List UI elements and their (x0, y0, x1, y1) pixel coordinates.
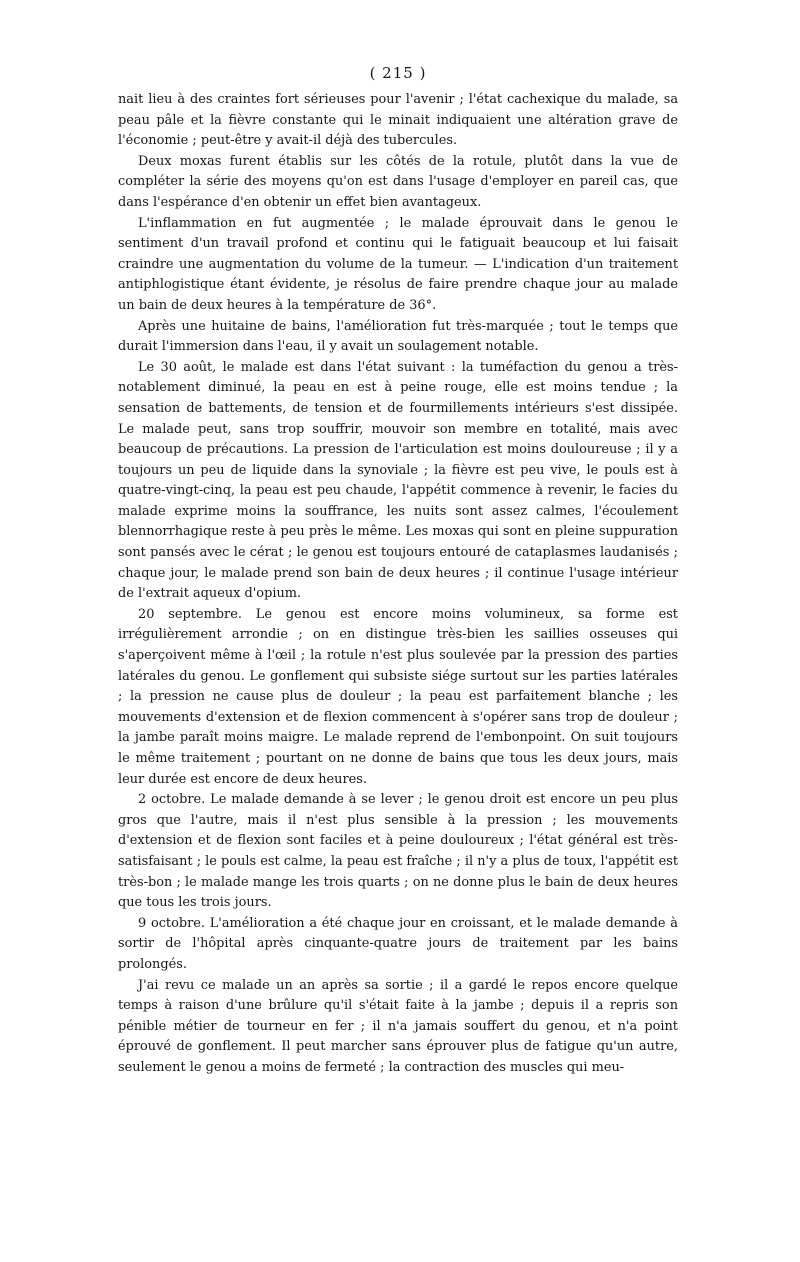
paragraph-9-octobre: 9 octobre. L'amélioration a été chaque jour en croissant, et le malade demande à sortir de l'hôpital après cinquante-quatre jours de traitement par les bains prolongés. (118, 915, 678, 972)
paragraph-2-octobre: 2 octobre. Le malade demande à se lever ; le genou droit est encore un peu plus gros que l'autre, mais il n'est plus sensible à la pression ; les mouvements d'extension et de flexion sont faciles et à peine douloureux ; l'état général est très-satisfaisant ; le pouls est calme, la peau est fraîche ; il n'y a plus de toux, l'appétit est très-bon ; le malade mange les trois quarts ; on ne donne plus le bain de deux heures que tous les trois jours. (118, 792, 678, 911)
page-number: ( 215 ) (369, 64, 427, 82)
paragraph-inflammation: L'inflammation en fut augmentée ; le malade éprouvait dans le genou le sentiment d'un travail profond et continu qui le fatiguait beaucoup et lui faisait craindre une augmentation du volume de la tumeur. — L'indication d'un traitement antiphlogistique étant évidente, je résolus de faire prendre chaque jour au malade un bain de deux heures à la température de 36°. (118, 215, 678, 313)
paragraph-30-aout: Le 30 août, le malade est dans l'état suivant : la tuméfaction du genou a très-notablement diminué, la peau en est à peine rouge, elle est moins tendue ; la sensation de battements, de tension et de fourmillements intérieurs s'est dissipée. Le malade peut, sans trop souffrir, mouvoir son membre en totalité, mais avec beaucoup de précautions. La pression de l'articulation est moins douloureuse ; il y a toujours un peu de liquide dans la synoviale ; la fièvre est peu vive, le pouls est à quatre-vingt-cinq, la peau est peu chaude, l'appétit commence à revenir, le facies du malade exprime moins la souffrance, les nuits sont assez calmes, l'écoulement blennorrhagique reste à peu près le même. Les moxas qui sont en pleine suppuration sont pansés avec le cérat ; le genou est toujours entouré de cataplasmes laudanisés ; chaque jour, le malade prend son bain de deux heures ; il continue l'usage intérieur de l'extrait aqueux d'opium. (118, 359, 678, 602)
paragraph-continuation: nait lieu à des craintes fort sérieuses pour l'avenir ; l'état cachexique du malade, sa peau pâle et la fièvre constante qui le minait indiquaient une altération grave de l'économie ; peut-être y avait-il déjà des tubercules. (118, 92, 678, 149)
paragraph-revu: J'ai revu ce malade un an après sa sortie ; il a gardé le repos encore quelque temps à raison d'une brûlure qu'il s'était faite à la jambe ; depuis il a repris son pénible métier de tourneur en fer ; il n'a jamais souffert du genou, et n'a point éprouvé de gonflement. Il peut marcher sans éprouver plus de fatigue qu'un autre, seulement le genou a moins de fermeté ; la contraction des muscles qui meu- (118, 977, 678, 1075)
paragraph-20-septembre: 20 septembre. Le genou est encore moins volumineux, sa forme est irrégulièrement arrondie ; on en distingue très-bien les saillies osseuses qui s'aperçoivent même à l'œil ; la rotule n'est plus soulevée par la pression des parties latérales du genou. Le gonflement qui subsiste siége surtout sur les parties latérales ; la pression ne cause plus de douleur ; la peau est parfaitement blanche ; les mouvements d'extension et de flexion commencent à s'opérer sans trop de douleur ; la jambe paraît moins maigre. Le malade reprend de l'embonpoint. On suit toujours le même traitement ; pourtant on ne donne de bains que tous les deux jours, mais leur durée est encore de deux heures. (118, 606, 678, 787)
paragraph-bains: Après une huitaine de bains, l'amélioration fut très-marquée ; tout le temps que durait l'immersion dans l'eau, il y avait un soulagement notable. (118, 318, 678, 355)
book-page (118, 62, 678, 1079)
paragraph-moxas: Deux moxas furent établis sur les côtés de la rotule, plutôt dans la vue de compléter la série des moyens qu'on est dans l'usage d'employer en pareil cas, que dans l'espérance d'en obtenir un effet bien avantageux. (118, 153, 678, 210)
